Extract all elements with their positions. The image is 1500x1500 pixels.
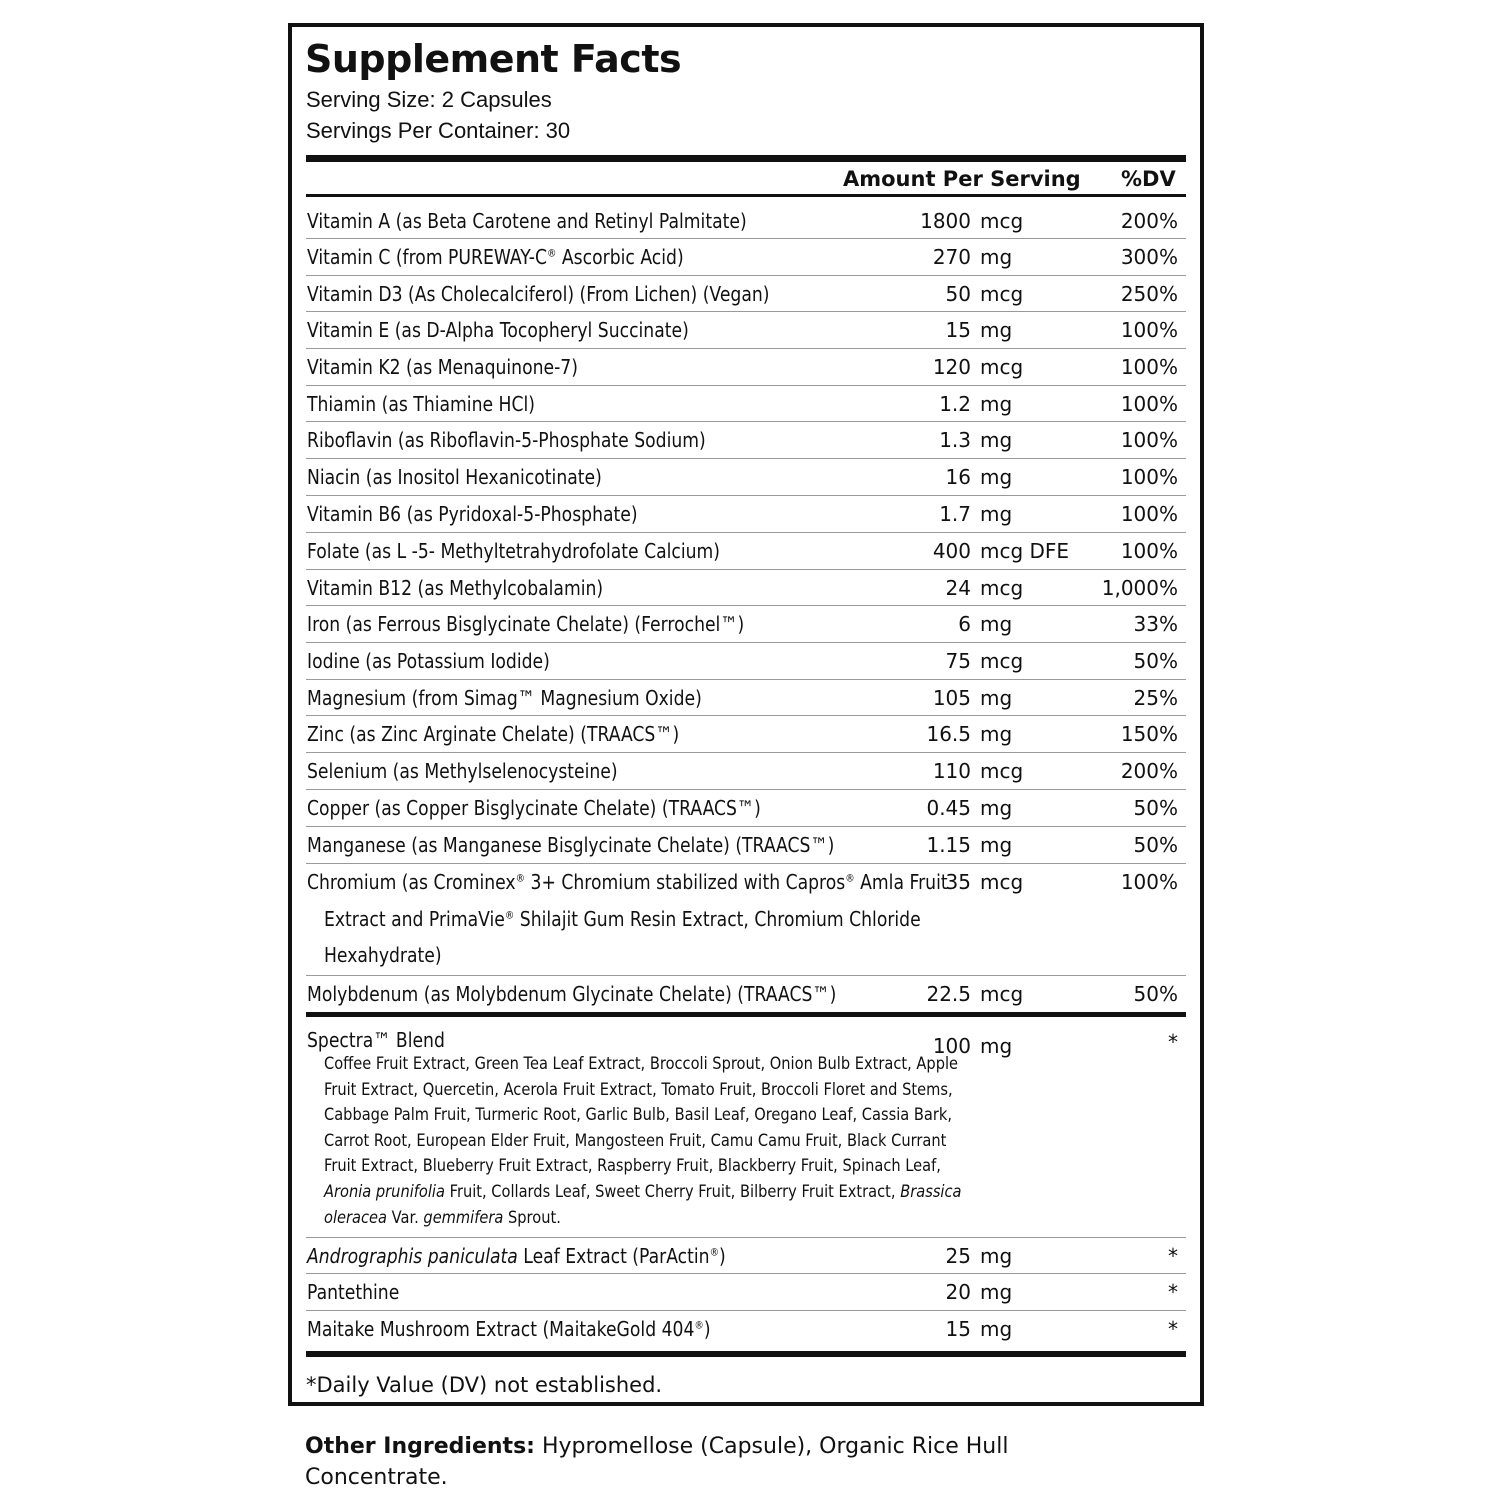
- thick-rule-middle: [306, 1012, 1186, 1017]
- nutrient-name: Vitamin B12 (as Methylcobalamin): [307, 576, 604, 600]
- nutrient-amount: 270: [932, 245, 971, 269]
- nutrient-amount: 24: [945, 576, 971, 600]
- nutrient-row: [306, 496, 1186, 533]
- nutrient-amount: 1.15: [926, 833, 971, 857]
- nutrient-unit: mg: [980, 318, 1013, 342]
- nutrient-unit: mg: [980, 502, 1013, 526]
- nutrient-amount: 15: [945, 318, 971, 342]
- ingredient-row: [306, 1238, 1186, 1274]
- ingredient-dv: *: [1168, 1244, 1178, 1268]
- nutrient-amount: 75: [945, 649, 971, 673]
- nutrient-dv: 100%: [1120, 392, 1178, 416]
- blend-name: Spectra™ Blend: [307, 1028, 445, 1052]
- nutrient-amount: 1.7: [939, 502, 971, 526]
- nutrient-name: Vitamin B6 (as Pyridoxal-5-Phosphate): [307, 502, 638, 526]
- blend-line: Cabbage Palm Fruit, Turmeric Root, Garlic Bulb, Basil Leaf, Oregano Leaf, Cassia Bark,: [324, 1105, 953, 1126]
- nutrient-unit: mg: [980, 392, 1013, 416]
- other-ingredients-text: Hypromellose (Capsule), Organic Rice Hull Concentrate.: [305, 1434, 1009, 1490]
- nutrient-amount: 105: [932, 686, 971, 710]
- nutrient-dv: 25%: [1133, 686, 1178, 710]
- nutrient-amount: 16.5: [926, 722, 971, 746]
- nutrient-unit: mcg: [980, 282, 1024, 306]
- blend-line: Fruit Extract, Blueberry Fruit Extract, Raspberry Fruit, Blackberry Fruit, Spinach Leaf,: [324, 1156, 941, 1177]
- blend-line: Fruit Extract, Quercetin, Acerola Fruit Extract, Tomato Fruit, Broccoli Floret and Stems,: [324, 1079, 953, 1100]
- nutrient-row: [306, 312, 1186, 349]
- thick-rule-bottom: [306, 1351, 1186, 1357]
- chromium-continuation: Extract and PrimaVie® Shilajit Gum Resin Extract, Chromium Chloride: [324, 907, 921, 931]
- ingredient-amount: 20: [945, 1280, 971, 1304]
- nutrient-dv: 100%: [1120, 502, 1178, 526]
- nutrient-unit: mg: [980, 686, 1013, 710]
- nutrient-unit: mcg: [980, 982, 1024, 1006]
- nutrient-row: [306, 790, 1186, 827]
- ingredient-amount: 25: [945, 1244, 971, 1268]
- nutrient-name: Magnesium (from Simag™ Magnesium Oxide): [307, 686, 702, 710]
- nutrient-dv: 100%: [1120, 318, 1178, 342]
- ingredient-name: Pantethine: [307, 1280, 400, 1304]
- other-ingredients-label: Other Ingredients:: [305, 1434, 535, 1459]
- ingredient-row: [306, 1274, 1186, 1311]
- nutrient-amount: 16: [945, 465, 971, 489]
- nutrient-row: [306, 753, 1186, 790]
- nutrient-unit: mcg: [980, 209, 1024, 233]
- nutrient-name: Niacin (as Inositol Hexanicotinate): [307, 465, 602, 489]
- nutrient-dv: 250%: [1120, 282, 1178, 306]
- molybdenum-row: [306, 976, 1186, 1012]
- nutrient-name: Manganese (as Manganese Bisglycinate Chelate) (TRAACS™): [307, 833, 835, 857]
- nutrient-name: Copper (as Copper Bisglycinate Chelate) (TRAACS™): [307, 796, 761, 820]
- nutrient-unit: mcg: [980, 649, 1024, 673]
- nutrient-row: [306, 533, 1186, 570]
- nutrient-unit: mcg: [980, 355, 1024, 379]
- blend-line: Aronia prunifolia Fruit, Collards Leaf, Sweet Cherry Fruit, Bilberry Fruit Extract, Brassica: [324, 1181, 962, 1202]
- nutrient-amount: 0.45: [926, 796, 971, 820]
- servings-per-container: Servings Per Container: 30: [306, 118, 571, 143]
- nutrient-name: Chromium (as Crominex® 3+ Chromium stabilized with Capros® Amla Fruit: [307, 870, 948, 894]
- nutrient-name: Vitamin A (as Beta Carotene and Retinyl Palmitate): [307, 209, 747, 233]
- ingredient-unit: mg: [980, 1244, 1013, 1268]
- nutrient-unit: mg: [980, 612, 1013, 636]
- nutrient-dv: 1,000%: [1101, 576, 1178, 600]
- nutrient-unit: mg: [980, 796, 1013, 820]
- nutrient-amount: 1800: [920, 209, 971, 233]
- nutrient-unit: mcg DFE: [980, 539, 1070, 563]
- nutrient-row: [306, 643, 1186, 680]
- nutrient-name: Molybdenum (as Molybdenum Glycinate Chelate) (TRAACS™): [307, 982, 837, 1006]
- nutrient-row: [306, 276, 1186, 312]
- nutrient-name: Riboflavin (as Riboflavin-5-Phosphate Sodium): [307, 428, 706, 452]
- nutrient-row: [306, 386, 1186, 422]
- nutrient-unit: mg: [980, 465, 1013, 489]
- nutrient-row: [306, 680, 1186, 716]
- nutrient-row: [306, 349, 1186, 386]
- blend-line: Carrot Root, European Elder Fruit, Mangosteen Fruit, Camu Camu Fruit, Black Currant: [324, 1130, 947, 1151]
- nutrient-dv: 50%: [1133, 982, 1178, 1006]
- header-rule: [306, 194, 1186, 197]
- nutrient-name: Vitamin D3 (As Cholecalciferol) (From Lichen) (Vegan): [307, 282, 770, 306]
- nutrient-dv: 150%: [1120, 722, 1178, 746]
- nutrient-dv: 50%: [1133, 649, 1178, 673]
- nutrient-amount: 120: [932, 355, 971, 379]
- nutrient-dv: 100%: [1120, 870, 1178, 894]
- amount-per-serving-header: Amount Per Serving: [843, 167, 1081, 191]
- nutrient-name: Vitamin E (as D-Alpha Tocopheryl Succinate): [307, 318, 689, 342]
- nutrient-name: Selenium (as Methylselenocysteine): [307, 759, 618, 783]
- ingredient-unit: mg: [980, 1280, 1013, 1304]
- nutrient-dv: 200%: [1120, 759, 1178, 783]
- nutrient-name: Thiamin (as Thiamine HCl): [307, 392, 535, 416]
- nutrient-unit: mcg: [980, 576, 1024, 600]
- ingredient-unit: mg: [980, 1317, 1013, 1341]
- ingredient-dv: *: [1168, 1317, 1178, 1341]
- nutrient-name: Vitamin C (from PUREWAY-C® Ascorbic Acid): [307, 245, 684, 269]
- nutrient-unit: mcg: [980, 759, 1024, 783]
- nutrient-row: [306, 716, 1186, 753]
- dv-footnote: *Daily Value (DV) not established.: [306, 1373, 663, 1397]
- nutrient-dv: 300%: [1120, 245, 1178, 269]
- nutrient-row: [306, 606, 1186, 643]
- blend-unit: mg: [980, 1034, 1013, 1058]
- ingredient-dv: *: [1168, 1280, 1178, 1304]
- nutrient-dv: 200%: [1120, 209, 1178, 233]
- nutrient-dv: 50%: [1133, 833, 1178, 857]
- ingredient-name: Andrographis paniculata Leaf Extract (ParActin®): [307, 1244, 726, 1268]
- nutrient-amount: 1.2: [939, 392, 971, 416]
- blend-ingredient-list: [324, 1052, 962, 1231]
- nutrient-row: [306, 422, 1186, 459]
- nutrient-unit: mg: [980, 428, 1013, 452]
- nutrient-amount: 6: [958, 612, 971, 636]
- nutrient-dv: 100%: [1120, 428, 1178, 452]
- nutrient-amount: 400: [932, 539, 971, 563]
- other-ingredients: [305, 1431, 1085, 1493]
- ingredient-name: Maitake Mushroom Extract (MaitakeGold 404®): [307, 1317, 711, 1341]
- nutrient-amount: 50: [945, 282, 971, 306]
- blend-line: Coffee Fruit Extract, Green Tea Leaf Extract, Broccoli Sprout, Onion Bulb Extract, Apple: [324, 1054, 959, 1074]
- nutrient-amount: 35: [945, 870, 971, 894]
- ingredient-row: [306, 1311, 1186, 1348]
- nutrient-name: Vitamin K2 (as Menaquinone-7): [307, 355, 578, 379]
- nutrient-row: [306, 239, 1186, 276]
- blend-line: oleracea Var. gemmifera Sprout.: [324, 1207, 561, 1228]
- nutrient-unit: mg: [980, 722, 1013, 746]
- chromium-continuation: Hexahydrate): [324, 943, 442, 967]
- nutrient-unit: mcg: [980, 870, 1024, 894]
- nutrient-amount: 110: [932, 759, 971, 783]
- nutrient-row: [306, 203, 1186, 239]
- nutrient-row: [306, 827, 1186, 864]
- nutrient-name: Folate (as L -5- Methyltetrahydrofolate Calcium): [307, 539, 721, 563]
- nutrient-dv: 100%: [1120, 355, 1178, 379]
- dv-header: %DV: [1121, 167, 1176, 191]
- nutrient-dv: 100%: [1120, 465, 1178, 489]
- blend-dv: *: [1168, 1030, 1178, 1054]
- nutrient-row: [306, 570, 1186, 606]
- nutrient-name: Zinc (as Zinc Arginate Chelate) (TRAACS™): [307, 722, 680, 746]
- ingredient-amount: 15: [945, 1317, 971, 1341]
- nutrient-name: Iodine (as Potassium Iodide): [307, 649, 550, 673]
- nutrient-name: Iron (as Ferrous Bisglycinate Chelate) (Ferrochel™): [307, 612, 745, 636]
- nutrient-dv: 100%: [1120, 539, 1178, 563]
- nutrient-unit: mg: [980, 245, 1013, 269]
- blend-amount: 100: [932, 1034, 971, 1058]
- nutrient-amount: 22.5: [926, 982, 971, 1006]
- nutrient-unit: mg: [980, 833, 1013, 857]
- label-title: Supplement Facts: [305, 37, 682, 81]
- nutrient-amount: 1.3: [939, 428, 971, 452]
- nutrient-row: [306, 459, 1186, 496]
- nutrient-dv: 50%: [1133, 796, 1178, 820]
- serving-size: Serving Size: 2 Capsules: [306, 87, 552, 112]
- nutrient-dv: 33%: [1133, 612, 1178, 636]
- thick-rule-top: [306, 155, 1186, 162]
